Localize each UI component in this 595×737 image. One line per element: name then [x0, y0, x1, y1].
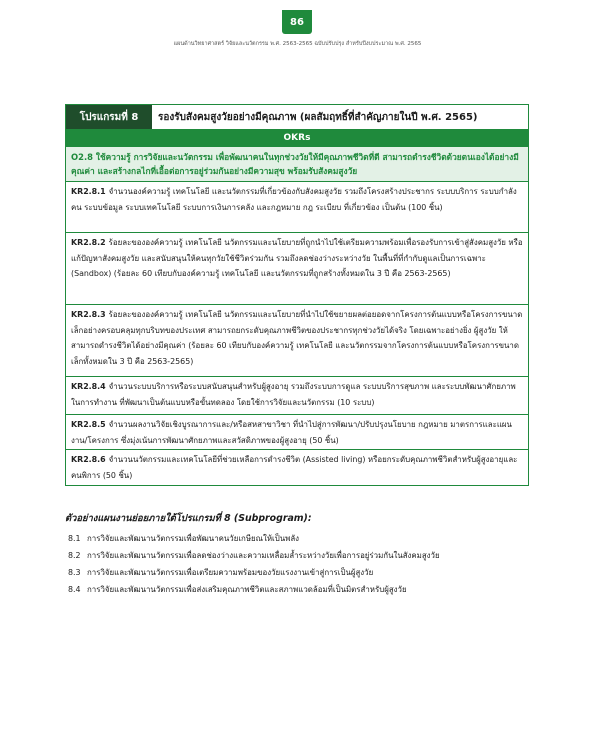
key-result-id: KR2.8.4 — [71, 382, 106, 391]
program-label: โปรแกรมที่ 8 — [66, 105, 152, 129]
list-item — [68, 581, 538, 598]
key-result — [66, 233, 528, 305]
list-item-number: 8.1 — [68, 534, 81, 543]
list-item-number: 8.2 — [68, 551, 81, 560]
list-item — [68, 530, 538, 547]
list-item-text: การวิจัยและพัฒนานวัตกรรมเพื่อลดช่องว่างและความเหลื่อมล้ำระหว่างวัยเพื่อการอยู่ร่วมกันในสังคมสูงวัย — [87, 551, 440, 560]
list-item — [68, 564, 538, 581]
key-result-id: KR2.8.3 — [71, 310, 106, 319]
program-header — [66, 105, 528, 130]
key-result-text: ร้อยละขององค์ความรู้ เทคโนโลยี นวัตกรรมและนโยบายที่นำไปใช้ขยายผลต่อยอดจากโครงการต้นแบบหรือโครงการขนาดเล็กอย่างครอบคลุมทุกบริบทของประเทศ สามารถยกระดับคุณภาพชีวิตของประชากรทุกช่วงวัยได้จริง โดยเฉพาะอย่างยิ่ง ผู้สูงวัย ให้สามารถดำรงชีวิตได้อย่างมีคุณค่า (ร้อยละ 60 เทียบกับองค์ความรู้ เทคโนโลยี และนวัตกรรมจากโครงการต้นแบบหรือโครงการขนาดเล็กทั้งหมดใน 3 ปี คือ 2563-2565) — [71, 310, 523, 366]
key-result-text: จำนวนระบบบริการหรือระบบสนับสนุนสำหรับผู้สูงอายุ รวมถึงระบบการดูแล ระบบบริการสุขภาพ และระบบพัฒนาศักยภาพในการทำงาน ที่พัฒนาเป็นต้นแบบหรือขั้นทดลอง โดยใช้การวิจัยและนวัตกรรม (10 ระบบ) — [71, 382, 516, 407]
page-number-badge: 86 — [282, 10, 312, 34]
okrs-bar: OKRs — [66, 130, 528, 147]
list-item-number: 8.3 — [68, 568, 81, 577]
key-result — [66, 305, 528, 377]
list-item-text: การวิจัยและพัฒนานวัตกรรมเพื่อพัฒนาคนวัยเกษียณให้เป็นพลัง — [87, 534, 300, 543]
program-table — [65, 104, 529, 486]
key-result-text: ร้อยละขององค์ความรู้ เทคโนโลยี นวัตกรรมและนโยบายที่ถูกนำไปใช้เตรียมความพร้อมเพื่อรองรับการเข้าสู่สังคมสูงวัย หรือแก้ปัญหาสังคมสูงวัย และสนับสนุนให้คนทุกวัยใช้ชีวิตร่วมกัน รวมถึงลดช่องว่างระหว่างวัย ในพื้นที่ที่กำกับดูแลเป็นการเฉพาะ (Sandbox) (ร้อยละ 60 เทียบกับองค์ความรู้ เทคโนโลยี และนวัตกรรมที่ถูกสร้างทั้งหมดใน 3 ปี คือ 2563-2565) — [71, 238, 523, 278]
subprogram-list — [68, 530, 538, 598]
key-result-id: KR2.8.2 — [71, 238, 106, 247]
list-item-number: 8.4 — [68, 585, 81, 594]
key-result-id: KR2.8.6 — [71, 455, 106, 464]
key-result — [66, 450, 528, 485]
objective: O2.8 ใช้ความรู้ การวิจัยและนวัตกรรม เพื่อพัฒนาคนในทุกช่วงวัยให้มีคุณภาพชีวิตที่ดี สามารถดำรงชีวิตด้วยตนเองได้อย่างมีคุณค่า และสร้างกลไกที่เอื้อต่อการอยู่ร่วมกันอย่างมีความสุข พร้อมรับสังคมสูงวัย — [66, 147, 528, 182]
key-result — [66, 377, 528, 415]
key-result-text: จำนวนนวัตกรรมและเทคโนโลยีที่ช่วยเหลือการดำรงชีวิต (Assisted living) หรือยกระดับคุณภาพชีวิตสำหรับผู้สูงอายุและคนพิการ (50 ชิ้น) — [71, 455, 518, 480]
list-item-text: การวิจัยและพัฒนานวัตกรรมเพื่อเตรียมความพร้อมของวัยแรงงานเข้าสู่การเป็นผู้สูงวัย — [87, 568, 374, 577]
subprogram-heading: ตัวอย่างแผนงานย่อยภายใต้โปรแกรมที่ 8 (Subprogram): — [65, 513, 312, 524]
key-result — [66, 415, 528, 450]
key-result — [66, 182, 528, 233]
key-result-id: KR2.8.1 — [71, 187, 106, 196]
program-title: รองรับสังคมสูงวัยอย่างมีคุณภาพ (ผลสัมฤทธิ์ที่สำคัญภายในปี พ.ศ. 2565) — [152, 105, 528, 129]
key-result-text: จำนวนองค์ความรู้ เทคโนโลยี และนวัตกรรมที่เกี่ยวข้องกับสังคมสูงวัย รวมถึงโครงสร้างประชากร ระบบบริการ ระบบกำลังคน ระบบข้อมูล ระบบเทคโนโลยี ระบบการเงินการคลัง และกฎหมาย กฎ ระเบียบ ที่เกี่ยวข้อง เป็นต้น (100 ชิ้น) — [71, 187, 517, 212]
key-result-id: KR2.8.5 — [71, 420, 106, 429]
list-item-text: การวิจัยและพัฒนานวัตกรรมเพื่อส่งเสริมคุณภาพชีวิตและสภาพแวดล้อมที่เป็นมิตรสำหรับผู้สูงวัย — [87, 585, 407, 594]
running-header: แผนด้านวิทยาศาสตร์ วิจัยและนวัตกรรม พ.ศ. 2563-2565 ฉบับปรับปรุง สำหรับปีงบประมาณ พ.ศ. 2565 — [173, 41, 422, 47]
key-result-text: จำนวนผลงานวิจัยเชิงบูรณาการและ/หรือสหสาขาวิชา ที่นำไปสู่การพัฒนา/ปรับปรุงนโยบาย กฎหมาย มาตรการและแผนงาน/โครงการ ซึ่งมุ่งเน้นการพัฒนาศักยภาพและสวัสดิภาพของผู้สูงอายุ (50 ชิ้น) — [71, 420, 512, 445]
list-item — [68, 547, 538, 564]
